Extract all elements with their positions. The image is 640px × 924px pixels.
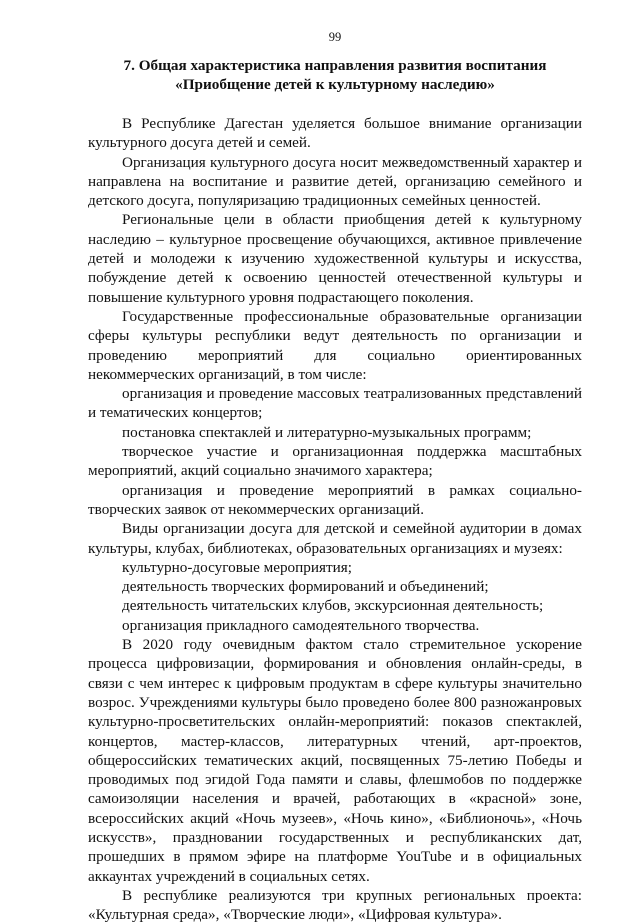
section-heading-line-2: «Приобщение детей к культурному наследию»: [175, 76, 495, 93]
paragraph-digitalization-2020: В 2020 году очевидным фактом стало стремительное ускорение процесса цифровизации, формирования и обновления онлайн-среды, в связи с чем интерес к цифровым продуктам в сфере культуры значительно возрос. Учреждениями культуры было проведено более 800 разножанровых культурно-просветительских онлайн-мероприятий: показов спектаклей, концертов, мастер-классов, литературных чтений, арт-проектов, общероссийских тематических акций, посвященных 75-летию Победы и проводимых под эгидой Года памяти и славы, флешмобов по поддержке самоизоляции населения и врачей, работающих в «красной» зоне, всероссийских акций «Ночь музеев», «Ночь кино», «Библионочь», «Ночь искусств», праздновании государственных и республиканских дат, прошедших в прямом эфире на платформе YouTube и в официальных аккаунтах учреждений в социальных сетях.: [88, 636, 582, 885]
list-item-reading-clubs: деятельность читательских клубов, экскурсионная деятельность;: [122, 597, 544, 615]
paragraph-state-organizations: Государственные профессиональные образовательные организации сферы культуры республики ведут деятельность по организации и проведению мероприятий для социально ориентированных некоммерческих организаций, в том числе:: [88, 307, 582, 383]
paragraph-leisure-organization: Организация культурного досуга носит межведомственный характер и направлена на воспитание и развитие детей, организацию семейного и детского досуга, популяризацию традиционных семейных ценностей.: [88, 153, 582, 210]
paragraph-intro: В Республике Дагестан уделяется большое внимание организации культурного досуга детей и семей.: [88, 115, 582, 152]
list-item-creative-groups: деятельность творческих формирований и объединений;: [122, 578, 489, 596]
list-item-cultural-events: культурно-досуговые мероприятия;: [122, 558, 352, 576]
page-number: 99: [328, 30, 342, 44]
list-item-theatrical-events: организация и проведение массовых театрализованных представлений и тематических концертов;: [88, 385, 582, 422]
document-body: [88, 114, 582, 924]
list-item-applied-creativity: организация прикладного самодеятельного творчества.: [122, 616, 480, 634]
paragraph-regional-goals: Региональные цели в области приобщения детей к культурному наследию – культурное просвещение обучающихся, активное привлечение детей и молодежи к изучению художественной культуры и искусства, побуждение детей к освоению ценностей отечественной культуры и повышение культурного уровня подрастающего поколения.: [88, 211, 582, 306]
paragraph-regional-projects: В республике реализуются три крупных региональных проекта: «Культурная среда», «Творческие люди», «Цифровая культура».: [88, 886, 582, 924]
paragraph-leisure-types: Виды организации досуга для детской и семейной аудитории в домах культуры, клубах, библиотеках, образовательных организациях и музеях:: [88, 520, 582, 557]
section-heading: [88, 56, 582, 94]
list-item-creative-participation: творческое участие и организационная поддержка масштабных мероприятий, акций социально значимого характера;: [88, 443, 582, 480]
list-item-performances: постановка спектаклей и литературно-музыкальных программ;: [122, 423, 532, 441]
section-heading-line-1: 7. Общая характеристика направления развития воспитания: [123, 57, 547, 74]
list-item-nko-events: организация и проведение мероприятий в рамках социально-творческих заявок от некоммерческих организаций.: [88, 481, 582, 518]
